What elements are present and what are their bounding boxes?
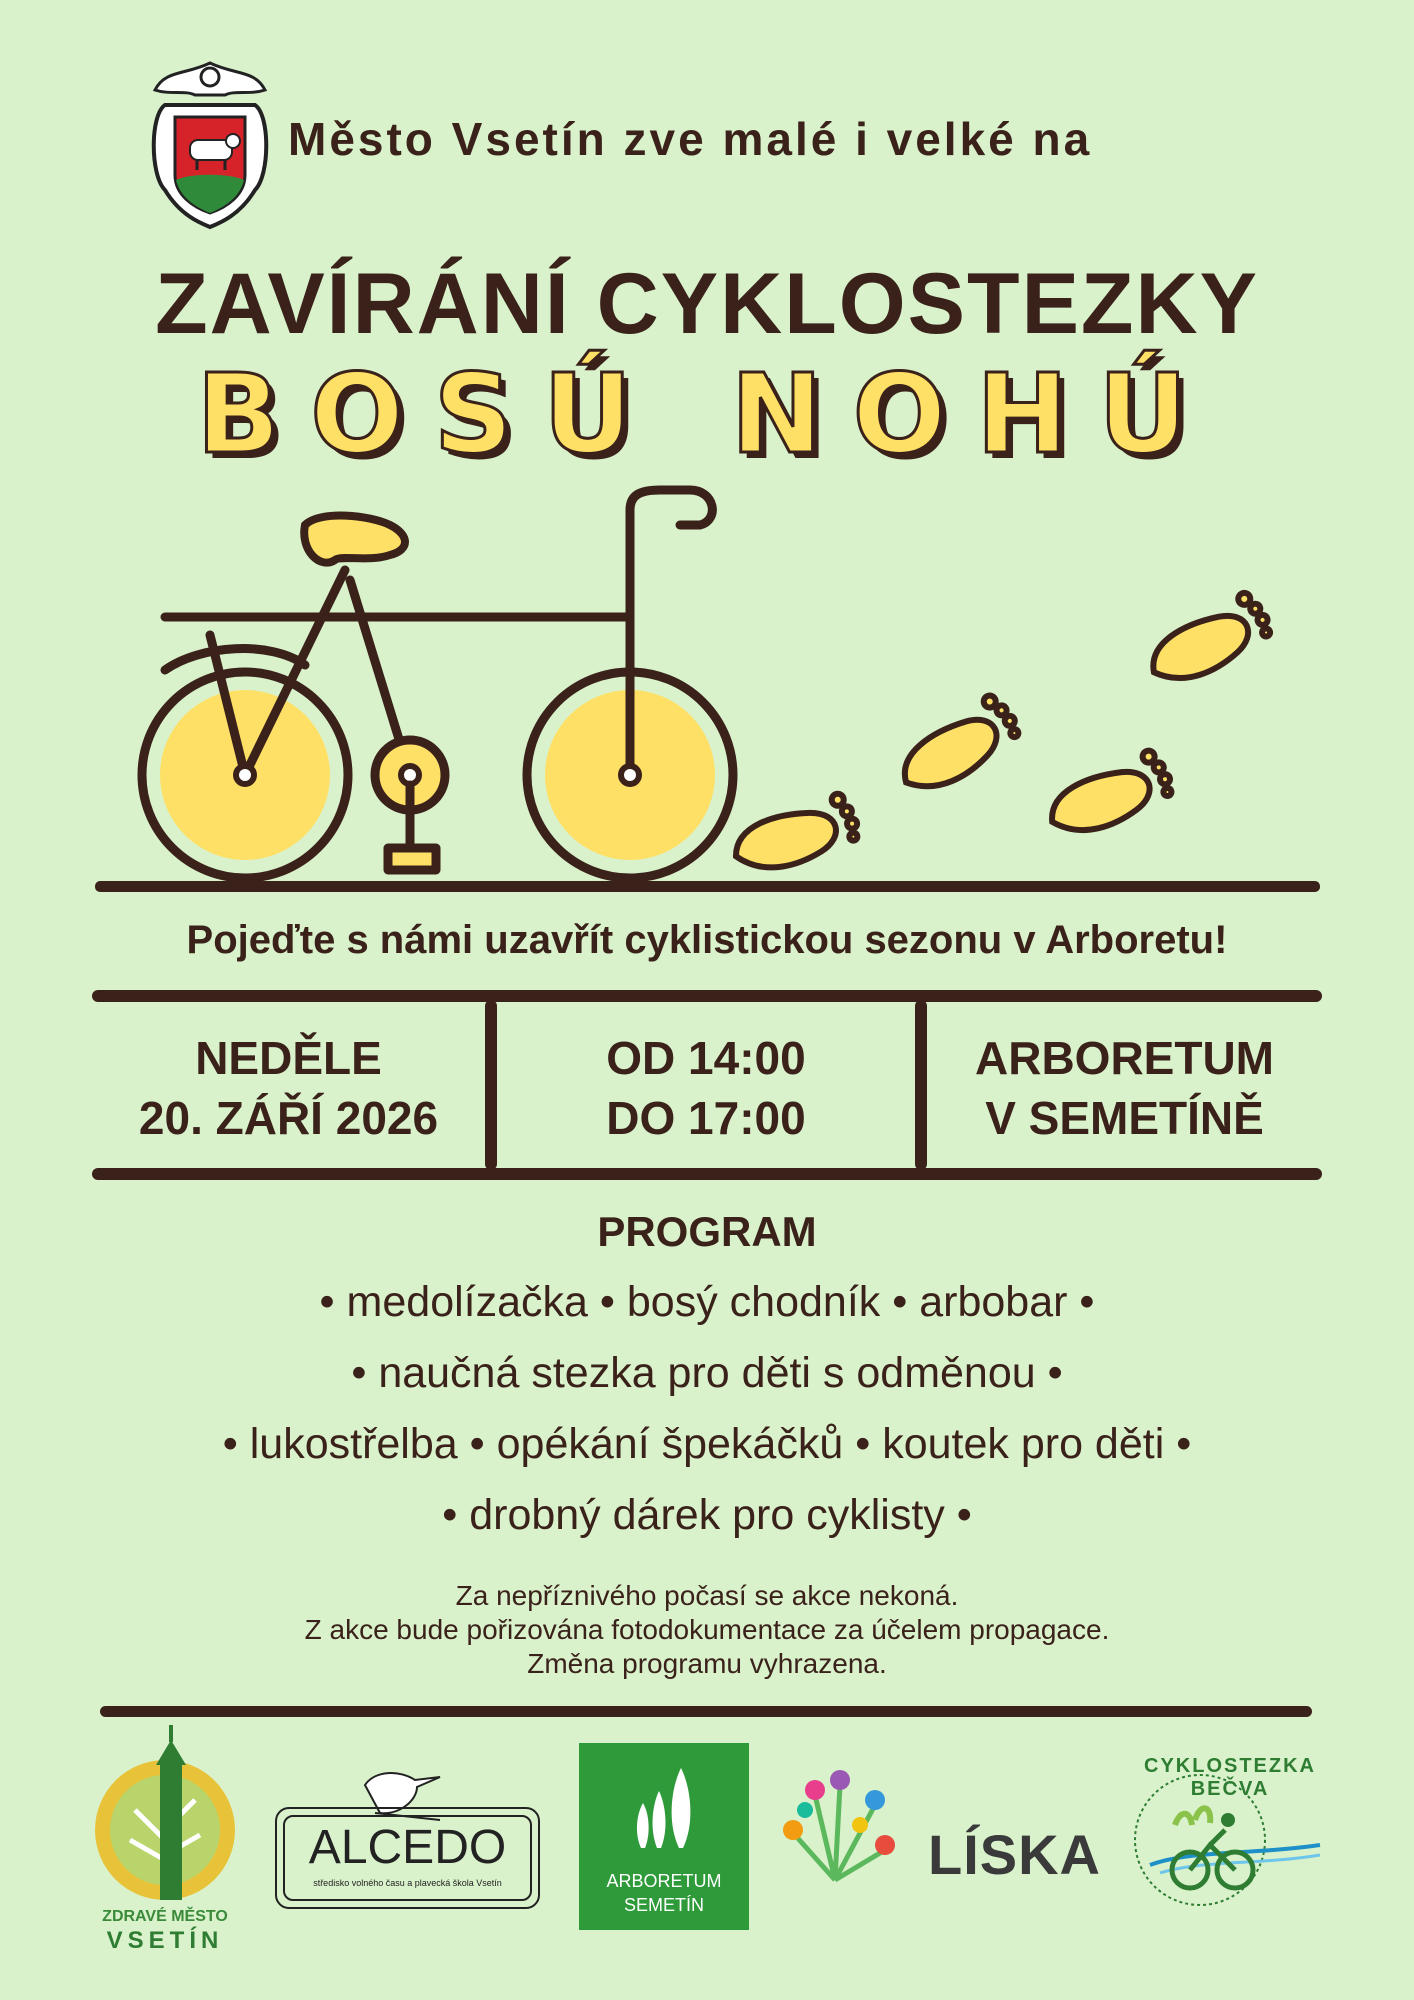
colorful-flowers-icon [775,1765,905,1885]
alcedo-name: ALCEDO [308,1821,507,1874]
event-place-line2: V SEMETÍNĚ [985,1092,1264,1144]
divider-vertical-1 [485,1000,497,1170]
program-title: PROGRAM [597,1208,817,1255]
zdrave-mesto-line2: VSETÍN [106,1927,224,1954]
bicycle-footprints-illustration [0,480,1414,900]
invite-text: Město Vsetín zve malé i velké na [288,113,1093,165]
cyklostezka-text: CYKLOSTEZKA BEČVA [1144,1755,1316,1800]
divider-bottom [92,1168,1322,1180]
event-day: NEDĚLE [195,1032,382,1084]
tree-church-icon [90,1720,240,1910]
event-time [497,1028,915,1148]
note-line: Z akce bude pořizována fotodokumentace za účelem propagace. [304,1614,1110,1645]
event-title-line2: BOSÚ NOHÚ [196,350,1218,478]
event-date-value: 20. ZÁŘÍ 2026 [138,1092,439,1144]
logo-alcedo [275,1765,540,1910]
arboretum-line2: SEMETÍN [623,1895,704,1915]
event-subtitle: Pojeďte s námi uzavřít cyklistickou sezonu v Arboretu! [186,918,1228,962]
program-line: • lukostřelba • opékání špekáčků • koutek pro děti • [222,1420,1192,1468]
alcedo-subtitle: středisko volného času a plavecká škola Vsetín [313,1878,502,1888]
bicycle-icon [142,490,733,878]
arboretum-trees-icon [579,1753,749,1863]
logo-liska: LÍSKA [928,1823,1101,1886]
footer-divider [100,1706,1312,1717]
event-date [92,1028,485,1148]
divider-top [92,990,1322,1002]
logo-arboretum-semetin [579,1743,749,1930]
program-line: • naučná stezka pro děti s odměnou • [351,1349,1063,1397]
program-line: • medolízačka • bosý chodník • arbobar • [319,1278,1095,1326]
event-place [927,1028,1322,1148]
footprints-icon [728,588,1277,874]
arboretum-line1: ARBORETUM [606,1871,722,1891]
note-line: Za nepříznivého počasí se akce nekoná. [455,1580,959,1611]
event-time-to: DO 17:00 [606,1092,806,1144]
program-line: • drobný dárek pro cyklisty • [442,1491,972,1539]
logo-cyklostezka-becva [1120,1755,1325,1925]
event-title-line1: ZAVÍRÁNÍ CYKLOSTEZKY [155,256,1259,352]
zdrave-mesto-line1: ZDRAVÉ MĚSTO [102,1908,228,1925]
logo-zdrave-mesto-vsetin [90,1720,240,1955]
event-place-line1: ARBORETUM [975,1032,1274,1084]
note-line: Změna programu vyhrazena. [527,1648,887,1679]
vsetin-coat-of-arms-icon [145,55,275,230]
divider-vertical-2 [915,1000,927,1170]
event-time-from: OD 14:00 [606,1032,806,1084]
